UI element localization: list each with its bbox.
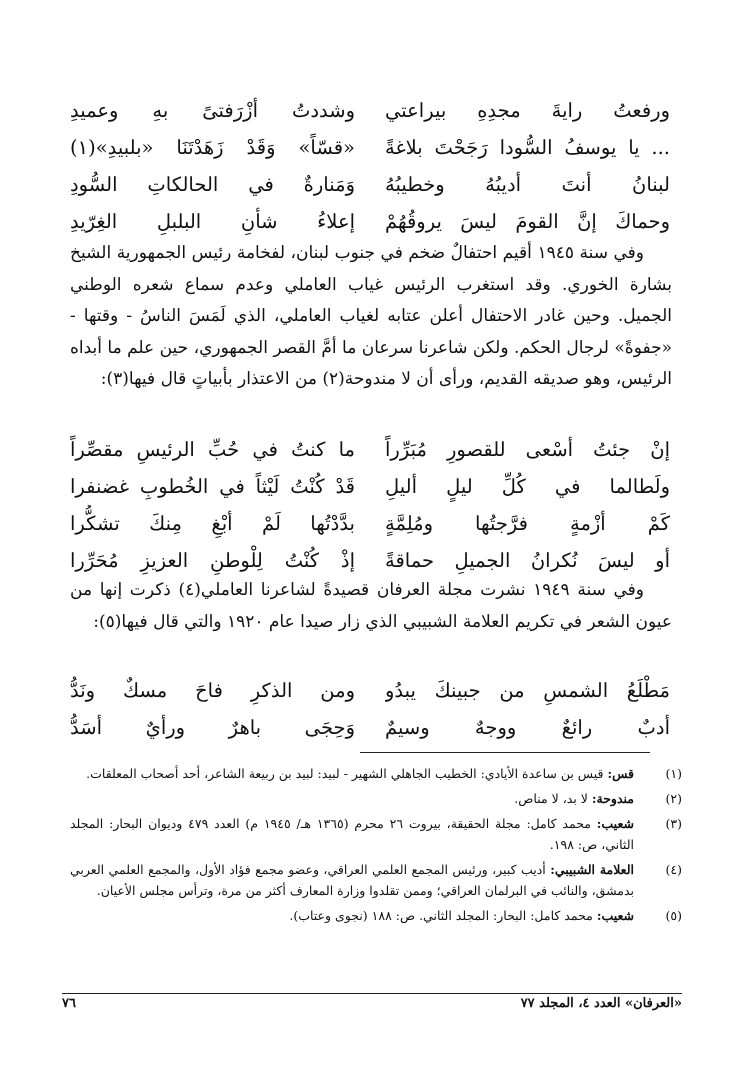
verse bbox=[70, 672, 670, 709]
hemistich: كَمْ أزْمةٍ فرَّجتُها ومُلِمَّةٍ bbox=[385, 512, 670, 535]
hemistich: ما كنتُ في حُبِّ الرئيسِ مقصِّراً bbox=[70, 438, 355, 461]
footnote bbox=[70, 788, 682, 809]
footnote-number: (٥) bbox=[665, 908, 682, 923]
paragraph: وفي سنة ١٩٤٥ أقيم احتفالٌ ضخم في جنوب لبنان، لفخامة رئيس الجمهورية الشيخ بشارة الخوري. وقد استغرب الرئيس غياب العاملي وعدم سماع شعره الوطني الجميل. وحين غادر الاحتفال أعلن عتابه لغياب العاملي، الذي لَمَسَ الناسُ - وقتها - «جفوةً» لرجال الحكم. ولكن شاعرنا سرعان ما أمَّ القصر الجمهوري، حين علم ما أبداه الرئيس، وهو صديقه القديم، ورأى أن لا مندوحة(٢) من الاعتذار بأبياتٍ قال فيها(٣): bbox=[70, 243, 672, 389]
hemistich: وشددتُ أزْرَفتىً بهِ وعميدِ bbox=[70, 99, 355, 122]
paragraph-block-2 bbox=[70, 575, 672, 638]
footnote bbox=[70, 813, 682, 855]
hemistich: إنْ جئتُ أسْعى للقصورِ مُبَرِّراً bbox=[385, 438, 670, 461]
footnote bbox=[70, 763, 682, 784]
verse bbox=[70, 203, 670, 240]
hemistich: وَحِجَى باهرٌ ورأيٌ أسَدُّ bbox=[70, 716, 355, 739]
hemistich: أو ليسَ نُكرانُ الجميلِ حماقةً bbox=[385, 549, 670, 572]
verse bbox=[70, 431, 670, 468]
footnotes bbox=[70, 763, 682, 930]
footer-divider bbox=[62, 993, 682, 994]
paragraph: وفي سنة ١٩٤٩ نشرت مجلة العرفان قصيدةً لشاعرنا العاملي(٤) ذكرت إنها من عيون الشعر في تكريم العلامة الشبيبي الذي زار صيدا عام ١٩٢٠ والتي قال فيها(٥): bbox=[70, 580, 672, 632]
footnote-label: شعيب: bbox=[596, 908, 634, 923]
footnote-number: (٣) bbox=[665, 816, 682, 831]
journal-issue: «العرفان» العدد ٤، المجلد ٧٧ bbox=[520, 996, 682, 1011]
verse bbox=[70, 92, 670, 129]
hemistich: ولَطالما في كُلِّ ليلٍ أليلِ bbox=[385, 475, 670, 498]
footnote-number: (٢) bbox=[665, 791, 682, 806]
footnote-text: قيس بن ساعدة الأيادي: الخطيب الجاهلي الشهير - لبيد: لبيد بن ربيعة الشاعر، أحد أصحاب المعلقات. bbox=[86, 766, 608, 781]
hemistich: «قسّاً» وَقَدْ زَهَدْتَنَا «بلبيدِ»(١) bbox=[70, 136, 355, 159]
footnote-text: محمد كامل: مجلة الحقيقة، بيروت ٢٦ محرم (١٣٦٥ هـ/ ١٩٤٥ م) العدد ٤٧٩ وديوان البحار: المجلد الثاني، ص: ١٩٨. bbox=[70, 816, 634, 852]
footnote-text: محمد كامل: البحار: المجلد الثاني. ص: ١٨٨ (نجوى وعتاب). bbox=[289, 908, 597, 923]
poem-block-2 bbox=[70, 431, 670, 579]
poem-block-1 bbox=[70, 92, 670, 240]
footnote-number: (١) bbox=[665, 766, 682, 781]
footnote bbox=[70, 905, 682, 926]
verse bbox=[70, 709, 670, 746]
footnote-label: شعيب: bbox=[596, 816, 634, 831]
footnote-divider bbox=[360, 752, 650, 753]
footnote-label: قس: bbox=[607, 766, 634, 781]
footnote bbox=[70, 859, 682, 901]
hemistich: إذْ كُنْتُ لِلْوطنِ العزيزِ مُحَرِّرا bbox=[70, 549, 355, 572]
hemistich: ورفعتُ رايةَ مجدِهِ بيراعتي bbox=[385, 99, 670, 122]
footnote-label: العلامة الشبيبي: bbox=[550, 862, 634, 877]
hemistich: لبنانُ أنتَ أديبُهُ وخطيبُهُ bbox=[385, 173, 670, 196]
verse bbox=[70, 129, 670, 166]
hemistich: مَطْلَعُ الشمسِ من جبينكَ يبدُو bbox=[385, 679, 670, 702]
hemistich: وَمَنارةٌ في الحالكاتِ السُّودِ bbox=[70, 173, 355, 196]
verse bbox=[70, 468, 670, 505]
page-footer bbox=[62, 996, 682, 1018]
footnote-text: أديب كبير، ورئيس المجمع العلمي العراقي، وعضو مجمع فؤاد الأول، والمجمع العلمي العربي بدمشق، والنائب في البرلمان العراقي؛ وممن تقلدوا وزارة المعارف أكثر من مرة، وترأس مجلس الأعيان. bbox=[70, 862, 634, 898]
verse bbox=[70, 542, 670, 579]
hemistich: بدَّدْتُها لَمْ أبْغِ مِنكَ تشكُّرا bbox=[70, 512, 355, 535]
footnote-number: (٤) bbox=[665, 862, 682, 877]
poem-block-3 bbox=[70, 672, 670, 746]
footnote-text: لا بد، لا مناص. bbox=[514, 791, 592, 806]
verse bbox=[70, 505, 670, 542]
hemistich: وحماكَ إنَّ القومَ ليسَ يروقُهُمْ bbox=[385, 210, 670, 233]
hemistich: ... يا يوسفُ السُّودا رَجَحْتَ بلاغةً bbox=[385, 136, 670, 159]
hemistich: أدبٌ رائعٌ ووجهٌ وسيمٌ bbox=[385, 716, 670, 739]
footnote-label: مندوحة: bbox=[591, 791, 634, 806]
hemistich: إعلاءُ شأنِ البلبلِ الغِرّيدِ bbox=[70, 210, 355, 233]
hemistich: ومن الذكرِ فاحَ مسكٌ ونَدُّ bbox=[70, 679, 355, 702]
paragraph-block-1 bbox=[70, 238, 672, 396]
hemistich: قَدْ كُنْتُ لَيْثاً في الخُطوبِ غضنفرا bbox=[70, 475, 355, 498]
verse bbox=[70, 166, 670, 203]
page-number: ٧٦ bbox=[62, 996, 76, 1011]
